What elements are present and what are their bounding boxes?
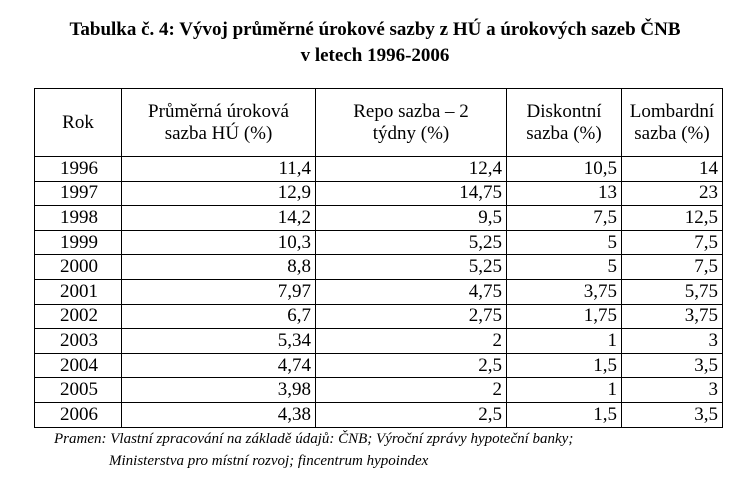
rate-cell: 7,97 <box>122 279 316 304</box>
year-cell: 1998 <box>35 206 122 231</box>
rate-cell: 1,5 <box>507 402 622 427</box>
rate-cell: 4,74 <box>122 353 316 378</box>
rate-cell: 12,5 <box>622 206 723 231</box>
rate-cell: 13 <box>507 181 622 206</box>
rate-cell: 6,7 <box>122 304 316 329</box>
year-cell: 2003 <box>35 329 122 354</box>
rate-cell: 4,75 <box>316 279 507 304</box>
table-title <box>0 17 750 69</box>
rate-cell: 9,5 <box>316 206 507 231</box>
rate-cell: 14,75 <box>316 181 507 206</box>
year-cell: 1997 <box>35 181 122 206</box>
rate-cell: 12,4 <box>316 157 507 182</box>
rate-cell: 14,2 <box>122 206 316 231</box>
table-row <box>35 378 723 403</box>
rate-cell: 8,8 <box>122 255 316 280</box>
rate-cell: 2 <box>316 329 507 354</box>
year-cell: 2005 <box>35 378 122 403</box>
table-row <box>35 353 723 378</box>
rate-cell: 3,98 <box>122 378 316 403</box>
table-body <box>35 157 723 428</box>
rate-cell: 3,5 <box>622 353 723 378</box>
header-text: Lombardní <box>629 100 715 122</box>
rate-cell: 7,5 <box>507 206 622 231</box>
year-cell: 2001 <box>35 279 122 304</box>
source-line-2: Ministerstva pro místní rozvoj; fincentrum hypoindex <box>109 453 429 469</box>
rate-cell: 4,38 <box>122 402 316 427</box>
table-row <box>35 304 723 329</box>
rate-cell: 7,5 <box>622 230 723 255</box>
year-cell: 2002 <box>35 304 122 329</box>
header-lombard-rate <box>622 89 723 157</box>
table-row <box>35 402 723 427</box>
rate-cell: 2,5 <box>316 353 507 378</box>
interest-rate-table <box>34 88 723 428</box>
rate-cell: 3,75 <box>507 279 622 304</box>
header-text: Diskontní <box>526 100 602 122</box>
source-note <box>54 428 734 472</box>
rate-cell: 1 <box>507 329 622 354</box>
header-text: sazba (%) <box>634 122 710 144</box>
rate-cell: 5,75 <box>622 279 723 304</box>
rate-cell: 2,75 <box>316 304 507 329</box>
header-text: Průměrná úroková <box>148 100 289 122</box>
rate-cell: 2,5 <box>316 402 507 427</box>
rate-cell: 2 <box>316 378 507 403</box>
table-row <box>35 181 723 206</box>
year-cell: 1996 <box>35 157 122 182</box>
rate-cell: 5,25 <box>316 230 507 255</box>
source-line-1: Pramen: Vlastní zpracování na základě údajů: ČNB; Výroční zprávy hypoteční banky; <box>54 431 574 447</box>
rate-cell: 3 <box>622 378 723 403</box>
header-text: Rok <box>62 111 94 133</box>
header-text: sazba HÚ (%) <box>164 122 273 144</box>
rate-cell: 10,3 <box>122 230 316 255</box>
rate-cell: 1,75 <box>507 304 622 329</box>
header-discount-rate <box>507 89 622 157</box>
rate-cell: 5,34 <box>122 329 316 354</box>
rate-cell: 5,25 <box>316 255 507 280</box>
header-text: týdny (%) <box>372 122 450 144</box>
rate-cell: 3,75 <box>622 304 723 329</box>
rate-cell: 14 <box>622 157 723 182</box>
table-row <box>35 329 723 354</box>
year-cell: 2004 <box>35 353 122 378</box>
rate-cell: 10,5 <box>507 157 622 182</box>
table-row <box>35 279 723 304</box>
rate-cell: 12,9 <box>122 181 316 206</box>
rate-cell: 5 <box>507 255 622 280</box>
rate-cell: 23 <box>622 181 723 206</box>
year-cell: 2000 <box>35 255 122 280</box>
header-repo-rate <box>316 89 507 157</box>
table-row <box>35 230 723 255</box>
table-row <box>35 255 723 280</box>
header-text: sazba (%) <box>526 122 602 144</box>
rate-cell: 7,5 <box>622 255 723 280</box>
title-line-1: Tabulka č. 4: Vývoj průměrné úrokové sazby z HÚ a úrokových sazeb ČNB <box>69 19 681 40</box>
header-text: Repo sazba – 2 <box>353 100 469 122</box>
header-row <box>35 89 723 157</box>
table-row <box>35 157 723 182</box>
header-avg-mortgage-rate <box>122 89 316 157</box>
rate-cell: 5 <box>507 230 622 255</box>
year-cell: 1999 <box>35 230 122 255</box>
rate-cell: 3,5 <box>622 402 723 427</box>
rate-cell: 1,5 <box>507 353 622 378</box>
table-row <box>35 206 723 231</box>
rate-cell: 1 <box>507 378 622 403</box>
rate-cell: 3 <box>622 329 723 354</box>
year-cell: 2006 <box>35 402 122 427</box>
title-line-2: v letech 1996-2006 <box>300 45 450 66</box>
rate-cell: 11,4 <box>122 157 316 182</box>
header-year <box>35 89 122 157</box>
